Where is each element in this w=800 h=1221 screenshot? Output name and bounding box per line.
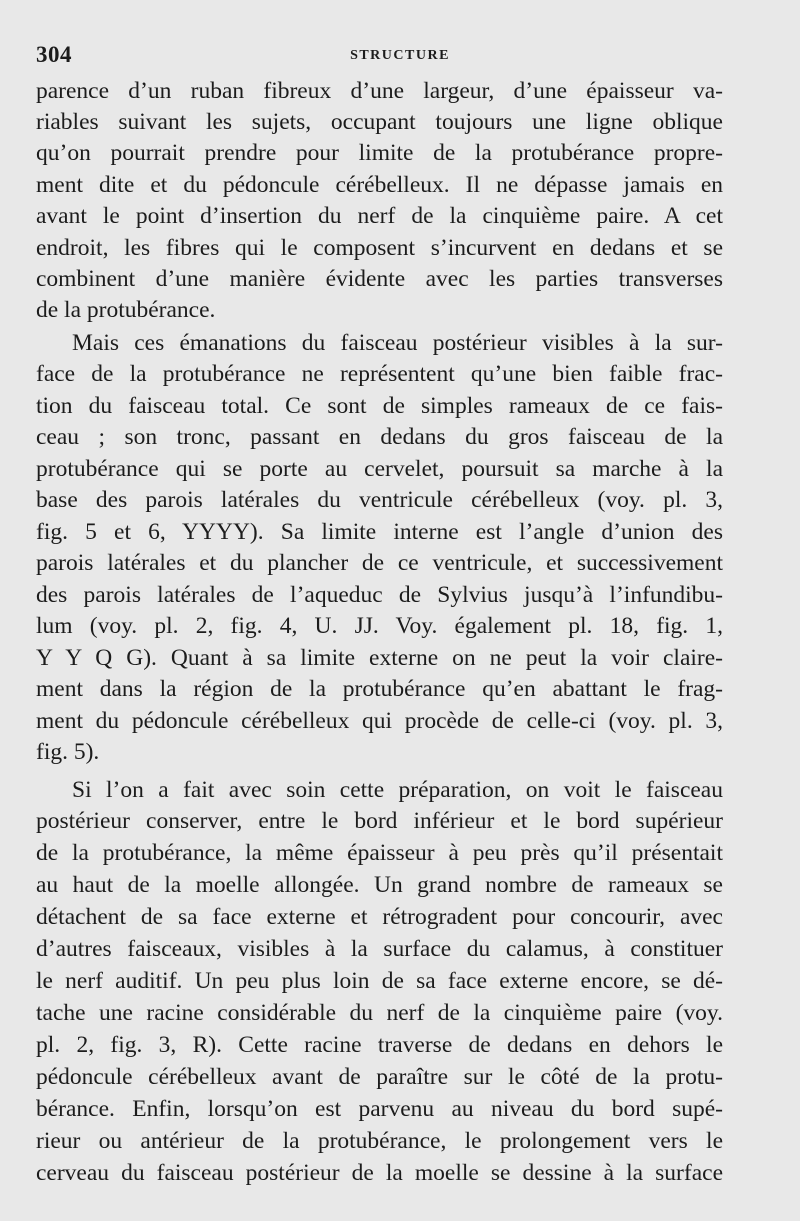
text-line: d’autres faisceaux, visibles à la surface du calamus, à constituer [36,936,723,962]
text-line: Y Y Q G). Quant à sa limite externe on ne peut la voir claire- [36,645,723,671]
text-line: riables suivant les sujets, occupant toujours une ligne oblique [36,109,723,135]
text-line: parois latérales et du plancher de ce ventricule, et successivement [36,550,723,576]
text-line: tache une racine considérable du nerf de la cinquième paire (voy. [36,1000,723,1026]
text-line: des parois latérales de l’aqueduc de Sylvius jusqu’à l’infundibu- [36,582,723,608]
text-line: endroit, les fibres qui le composent s’incurvent en dedans et se [36,235,723,261]
text-line: rieur ou antérieur de la protubérance, le prolongement vers le [36,1128,723,1154]
text-line: le nerf auditif. Un peu plus loin de sa face externe encore, se dé- [36,968,723,994]
page-number: 304 [36,42,72,67]
text-line: ceau ; son tronc, passant en dedans du gros faisceau de la [36,424,723,450]
text-line: de la protubérance. [36,297,216,323]
text-line: protubérance qui se porte au cervelet, poursuit sa marche à la [36,456,723,482]
text-line: combinent d’une manière évidente avec les parties transverses [36,266,723,292]
text-line: lum (voy. pl. 2, fig. 4, U. JJ. Voy. également pl. 18, fig. 1, [36,613,723,639]
text-line: tion du faisceau total. Ce sont de simples rameaux de ce fais- [36,393,723,419]
text-line: détachent de sa face externe et rétrogradent pour concourir, avec [36,904,723,930]
text-line: postérieur conserver, entre le bord inférieur et le bord supérieur [36,808,723,834]
text-line: cerveau du faisceau postérieur de la moelle se dessine à la surface [36,1160,723,1186]
text-line: ment dite et du pédoncule cérébelleux. Il ne dépasse jamais en [36,172,723,198]
text-line: avant le point d’insertion du nerf de la cinquième paire. A cet [36,203,723,229]
text-line: au haut de la moelle allongée. Un grand nombre de rameaux se [36,872,723,898]
text-line: Mais ces émanations du faisceau postérieur visibles à la sur- [72,330,723,356]
text-line: fig. 5). [36,739,100,765]
text-line: qu’on pourrait prendre pour limite de la protubérance propre- [36,140,723,166]
text-line: ment dans la région de la protubérance qu’en abattant le frag- [36,676,723,702]
text-line: Si l’on a fait avec soin cette préparation, on voit le faisceau [72,777,723,803]
text-line: pédoncule cérébelleux avant de paraître sur le côté de la protu- [36,1064,723,1090]
text-line: face de la protubérance ne représentent qu’une bien faible frac- [36,361,723,387]
text-line: ment du pédoncule cérébelleux qui procède de celle-ci (voy. pl. 3, [36,708,723,734]
running-title: STRUCTURE [350,48,450,63]
text-line: base des parois latérales du ventricule cérébelleux (voy. pl. 3, [36,487,723,513]
text-line: bérance. Enfin, lorsqu’on est parvenu au niveau du bord supé- [36,1096,723,1122]
text-line: parence d’un ruban fibreux d’une largeur, d’une épaisseur va- [36,78,723,104]
text-line: pl. 2, fig. 3, R). Cette racine traverse de dedans en dehors le [36,1032,723,1058]
text-line: fig. 5 et 6, YYYY). Sa limite interne est l’angle d’union des [36,519,723,545]
text-line: de la protubérance, la même épaisseur à peu près qu’il présentait [36,840,723,866]
